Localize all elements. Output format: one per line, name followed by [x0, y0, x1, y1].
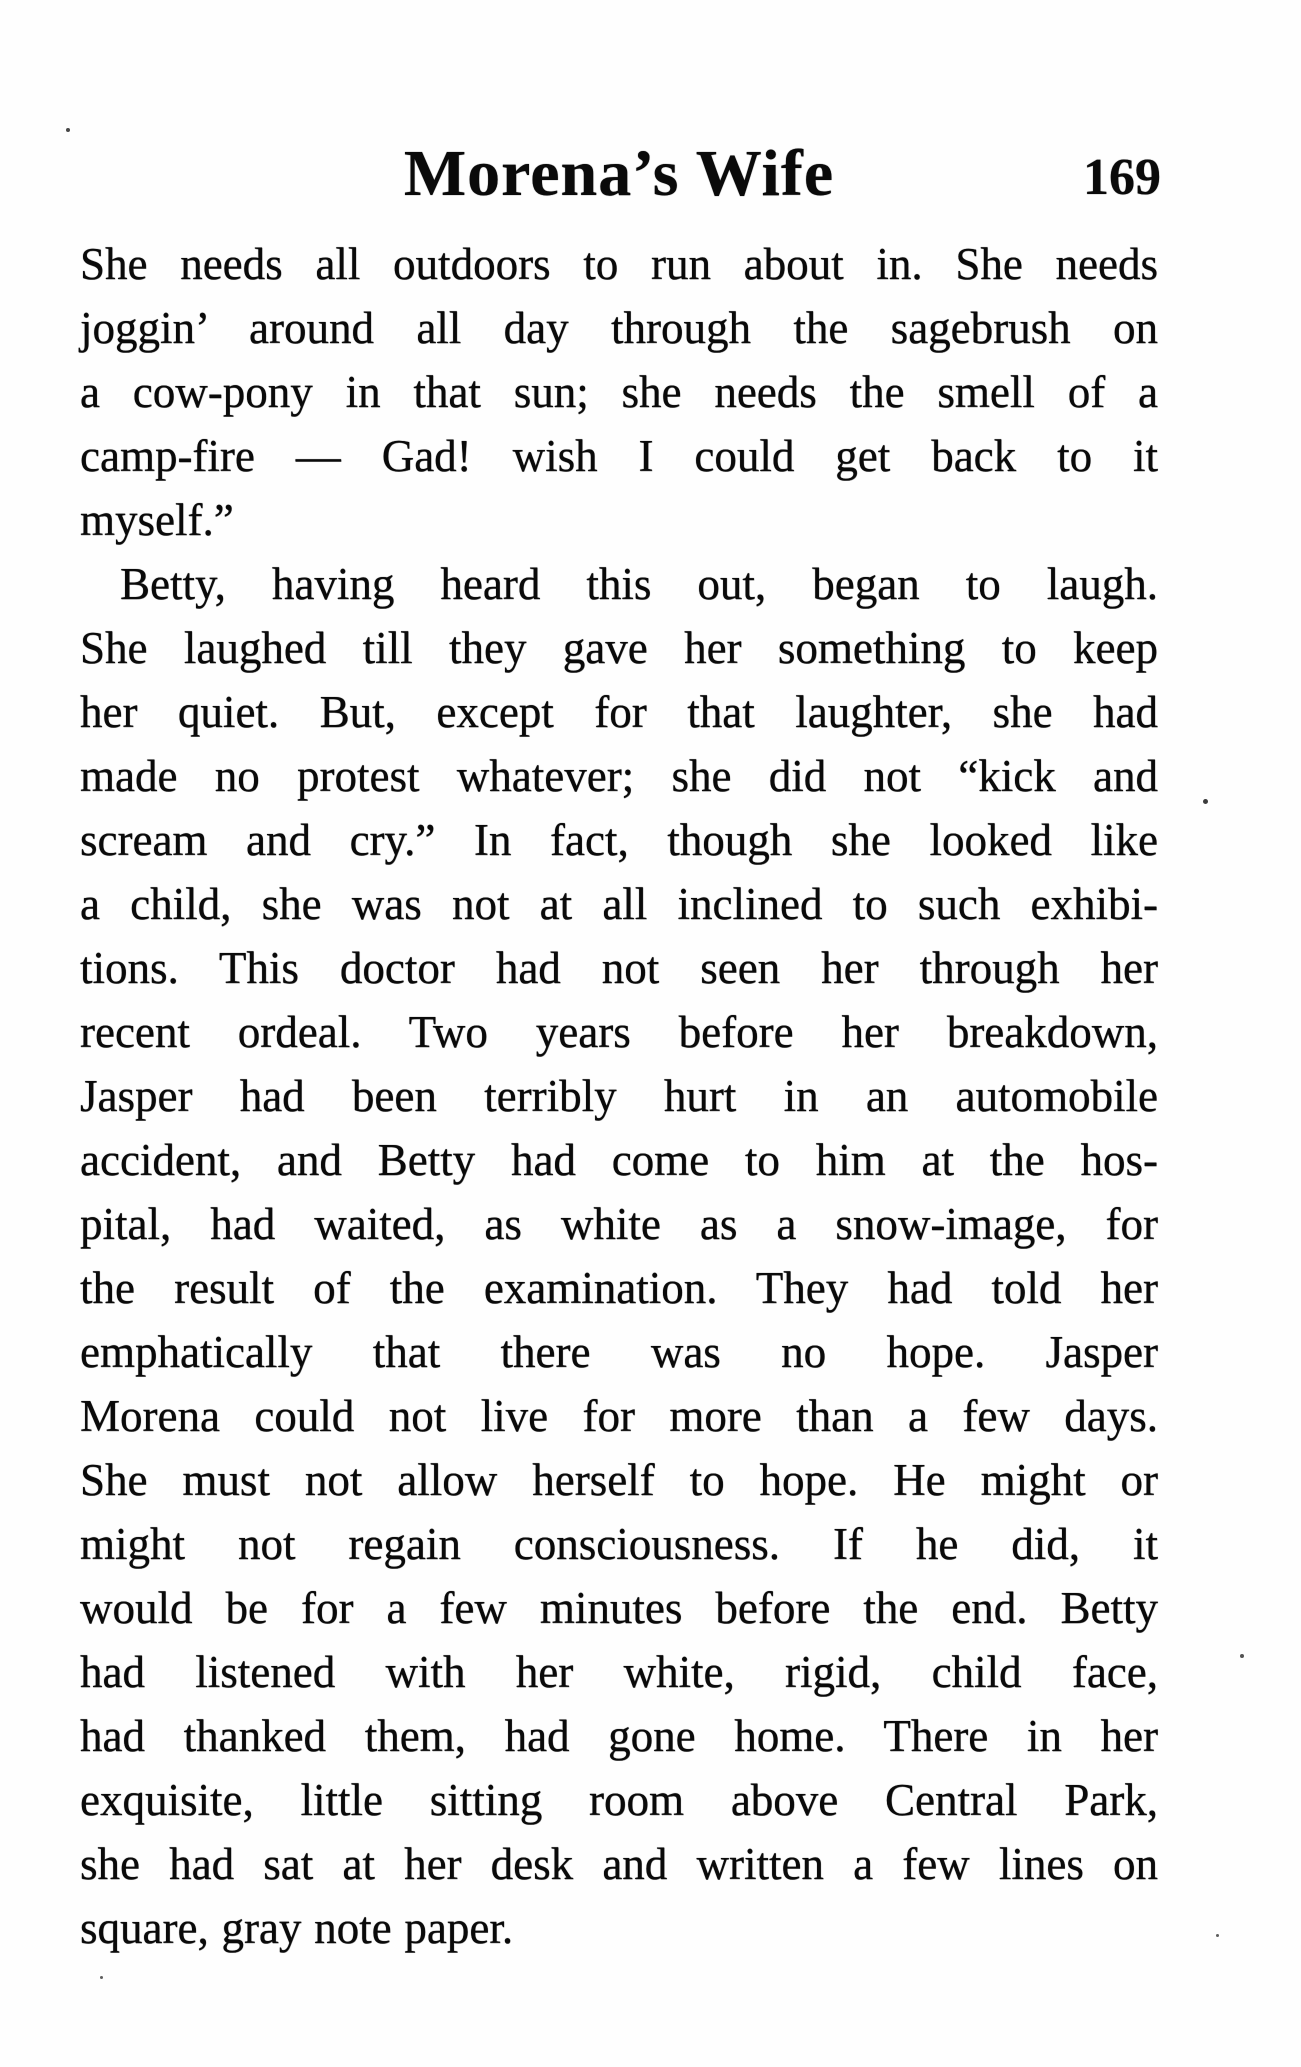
scan-speck	[66, 128, 70, 132]
scan-speck	[1240, 1654, 1244, 1658]
text-line: would be for a few minutes before the end. Betty	[80, 1583, 1158, 1633]
text-line: tions. This doctor had not seen her through her	[80, 943, 1158, 993]
text-line: had listened with her white, rigid, child face,	[80, 1647, 1158, 1697]
scan-speck	[100, 1976, 103, 1979]
text-line: exquisite, little sitting room above Central Park,	[80, 1775, 1158, 1825]
text-line: She laughed till they gave her something to keep	[80, 623, 1158, 673]
text-line: square, gray note paper.	[80, 1903, 514, 1953]
text-line: had thanked them, had gone home. There in her	[80, 1711, 1158, 1761]
text-line: a child, she was not at all inclined to such exhibi-	[80, 879, 1158, 929]
text-line: she had sat at her desk and written a few lines on	[80, 1839, 1158, 1889]
text-line: might not regain consciousness. If he did, it	[80, 1519, 1158, 1569]
text-line: She must not allow herself to hope. He might or	[80, 1455, 1158, 1505]
text-line: made no protest whatever; she did not “kick and	[80, 751, 1158, 801]
scan-speck	[1203, 799, 1208, 804]
body-text	[80, 232, 1158, 1960]
text-line: She needs all outdoors to run about in. She needs	[80, 239, 1158, 289]
text-line: camp-fire — Gad! wish I could get back to it	[80, 431, 1158, 481]
page-number: 169	[1083, 149, 1161, 206]
text-line: her quiet. But, except for that laughter, she had	[80, 687, 1158, 737]
text-line: myself.”	[80, 495, 234, 545]
text-line: Morena could not live for more than a few days.	[80, 1391, 1158, 1441]
scan-speck	[1216, 1934, 1219, 1937]
text-line: the result of the examination. They had told her	[80, 1263, 1158, 1313]
text-line: Jasper had been terribly hurt in an automobile	[80, 1071, 1158, 1121]
text-line: emphatically that there was no hope. Jasper	[80, 1327, 1158, 1377]
text-line: joggin’ around all day through the sagebrush on	[80, 303, 1158, 353]
text-line: accident, and Betty had come to him at the hos-	[80, 1135, 1158, 1185]
text-line: scream and cry.” In fact, though she looked like	[80, 815, 1158, 865]
text-line: recent ordeal. Two years before her breakdown,	[80, 1007, 1158, 1057]
running-header-title: Morena’s Wife	[403, 137, 835, 210]
text-line: a cow-pony in that sun; she needs the smell of a	[80, 367, 1158, 417]
text-line: pital, had waited, as white as a snow-image, for	[80, 1199, 1158, 1249]
text-line: Betty, having heard this out, began to laugh.	[120, 559, 1158, 609]
